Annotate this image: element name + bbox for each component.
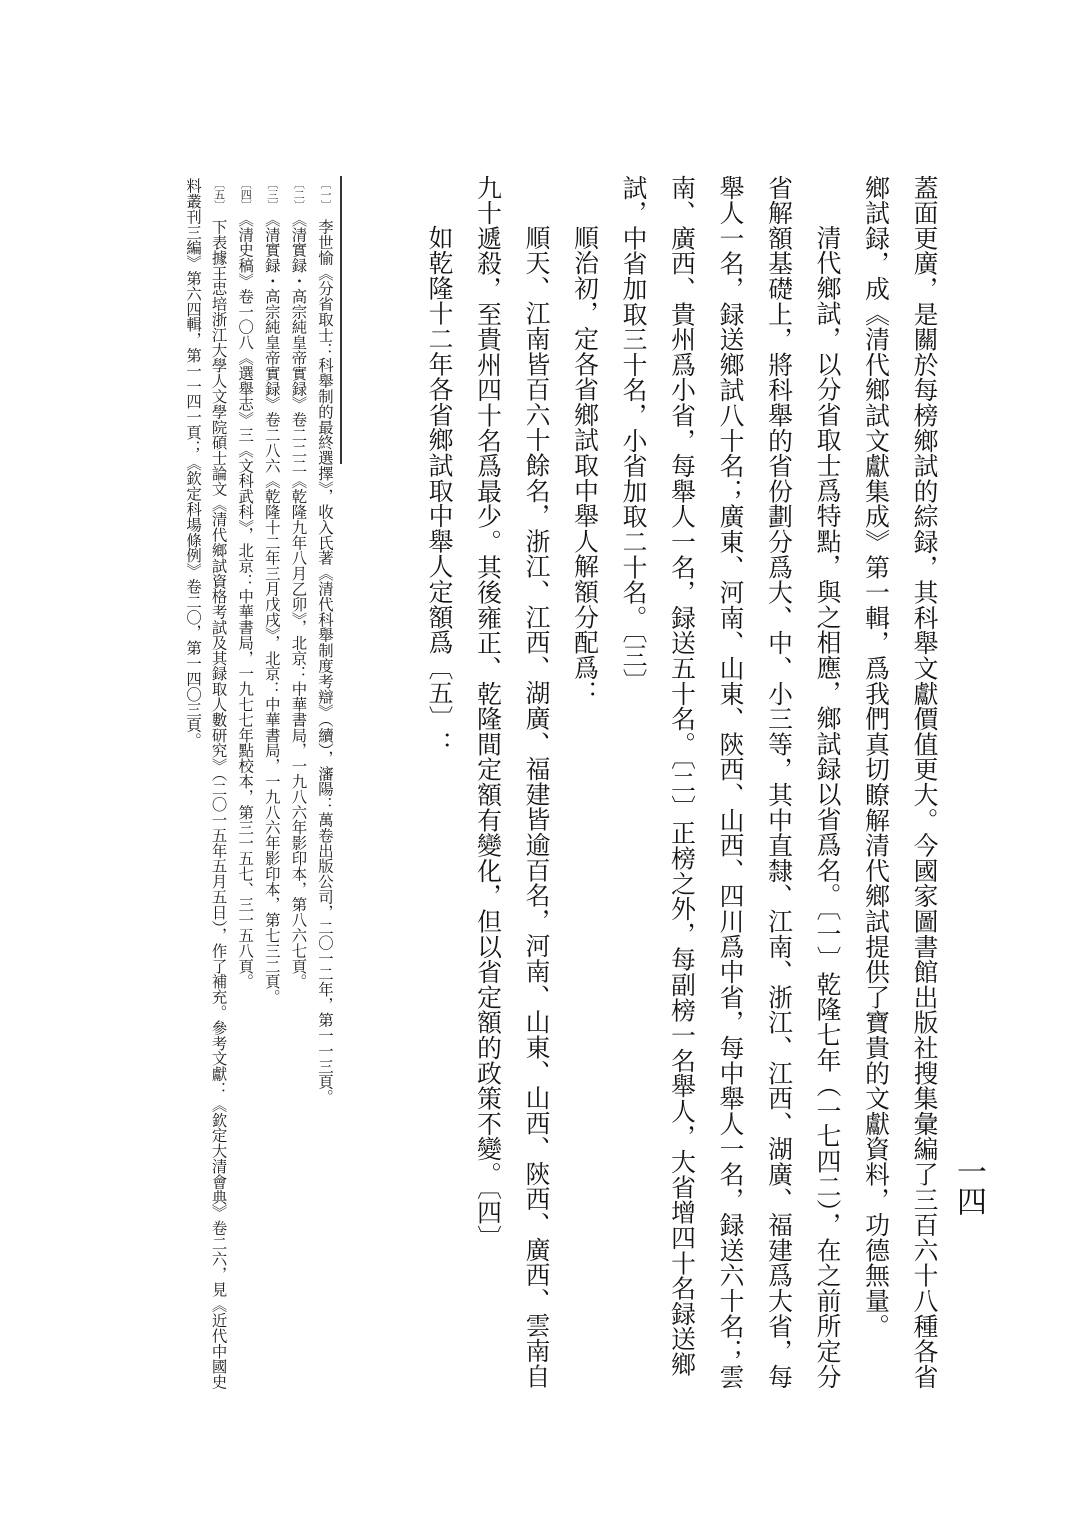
paragraph-1: 蓋面更廣，是關於每榜鄉試的綜録，其科舉文獻價值更大。今國家圖書館出版社搜集彙編了三百六十八種各省鄉試録，成《清代鄉試文獻集成》第一輯，爲我們真切瞭解清代鄉試提供了寶貴的文獻資料，功德無量。 [861, 175, 939, 1390]
paragraph-4: 順天、江南皆百六十餘名，浙江、江西、湖廣、福建皆逾百名，河南、山東、山西、陝西、廣西、雲南自九十遞殺，至貴州四十名爲最少。其後雍正、乾隆間定額有變化，但以省定額的政策不變。〔四〕 [473, 175, 551, 1389]
footnote-text: 《清實録・高宗純皇帝實録》卷二八六《乾隆十二年三月戊戌》，北京：中華書局，一九八六年影印本，第七三二頁。 [262, 219, 281, 1005]
footnote [258, 178, 285, 1394]
footnote-separator [340, 176, 342, 464]
footnote-text: 李世愉《分省取士：科舉制的最終選擇》，收入氏著《清代科舉制度考辯》（續），瀋陽：萬卷出版公司，二〇一二年，第一一三頁。 [316, 219, 334, 1105]
footnote-mark: 〔一〕 [319, 178, 332, 211]
footnote-text: 下表據王忠培浙江大學人文學院碩士論文《清代鄉試資格考試及其録取人數研究》（二〇一五年五月五日），作了補充。參考文獻：《欽定大清會典》卷二六，見《近代中國史料叢刊三編》第六四輯，第一一四一頁；《欽定科場條例》卷二〇，第一四〇三頁。 [184, 178, 228, 1390]
paragraph-5: 如乾隆十二年各省鄉試取中舉人定額爲〔五〕： [425, 224, 454, 756]
footnote [179, 178, 231, 1394]
footnote-mark: 〔三〕 [265, 178, 279, 211]
footnote-mark: 〔二〕 [292, 178, 306, 211]
footnote-mark: 〔四〕 [239, 178, 253, 211]
main-text [408, 175, 948, 1395]
footnote-text: 《清史稿》卷一〇八《選舉志》三《文科武科》，北京：中華書局，一九七七年點校本，第三一五七、三一五八頁。 [236, 219, 255, 989]
footnote [232, 178, 259, 1394]
paragraph-2: 清代鄉試，以分省取士爲特點，與之相應，鄉試録以省爲名。〔一〕乾隆七年（一七四二），在之前所定分省解額基礎上，將科舉的省份劃分爲大、中、小三等，其中直隸、江南、浙江、江西、湖廣、福建爲大省，每舉人一名，録送鄉試八十名；廣東、河南、山東、陝西、山西、四川爲中省，每中舉人一名，録送六十名；雲南、廣西、貴州爲小省，每舉人一名，録送五十名。〔二〕正榜之外，每副榜一名舉人，大省增四十名録送鄉試，中省加取三十名，小省加取二十名。〔三〕 [619, 175, 842, 1390]
footnote-mark: 〔五〕 [212, 178, 226, 211]
footnotes [158, 178, 338, 1394]
footnote-text: 《清實録・高宗純皇帝實録》卷二二二《乾隆九年八月乙卯》，北京：中華書局，一九八六年影印本，第八六七頁。 [289, 219, 308, 989]
footnote [311, 178, 338, 1394]
footnote [285, 178, 312, 1394]
paragraph-3: 順治初，定各省鄉試取中舉人解額分配爲： [570, 224, 600, 706]
page-number: 一四 [951, 1156, 986, 1216]
